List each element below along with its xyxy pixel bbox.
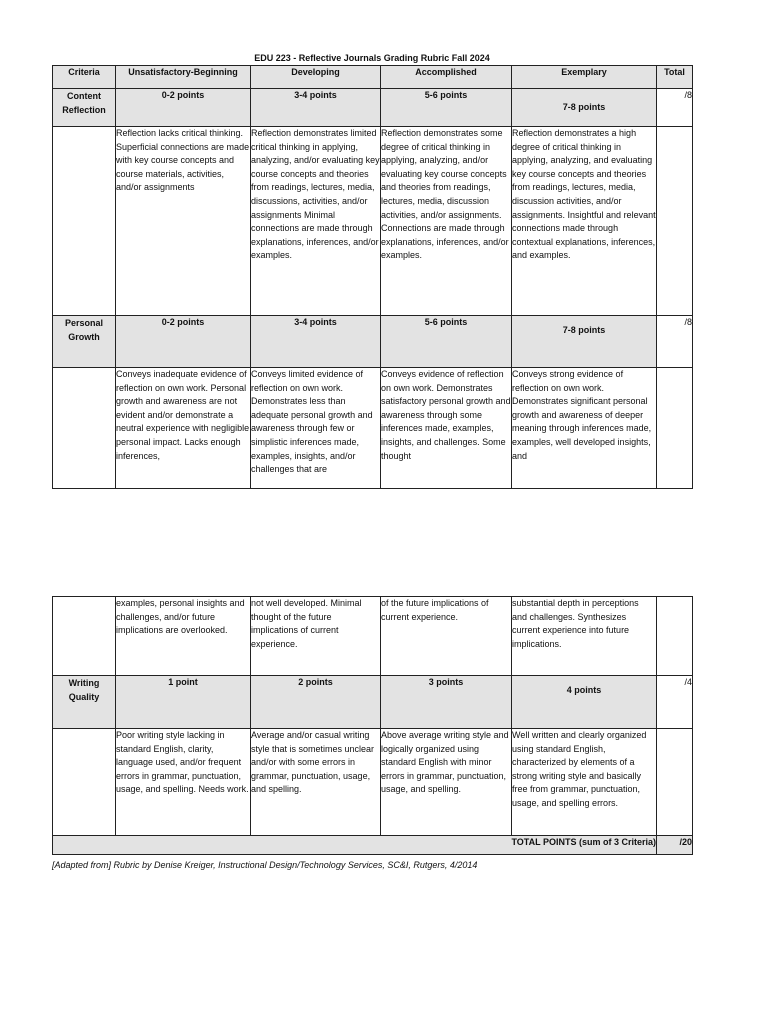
document-title: EDU 223 - Reflective Journals Grading Rubric Fall 2024 [254, 53, 490, 63]
empty-cell [53, 368, 116, 489]
points-cell: 5-6 points [381, 316, 512, 368]
empty-cell [657, 729, 693, 836]
description-cell: not well developed. Minimal thought of the future implications of current experience. [251, 597, 381, 676]
points-cell: 3 points [381, 676, 512, 729]
description-cell: Reflection demonstrates a high degree of critical thinking in applying, analyzing, and evaluating key course concepts and theories from readings, lectures, media, discussion activities, and/or assignments. Insightful and relevant connections made through contextual explanations, inferences, and examples. [512, 127, 657, 316]
empty-cell [53, 127, 116, 316]
rubric-table-page-2 [52, 596, 693, 855]
description-cell: Conveys strong evidence of reflection on own work. Demonstrates significant personal growth and awareness of deeper meaning through inferences made, examples, well developed insights, and [512, 368, 657, 489]
description-cell: Conveys evidence of reflection on own work. Demonstrates satisfactory personal growth and awareness through some inferences made, examples, insights, and challenges. Some thought [381, 368, 512, 489]
description-cell: Reflection demonstrates some degree of critical thinking in applying, analyzing, and/or evaluating key course concepts and theories from readings, lectures, media, discussion activities, and/or assignments. Connections are made through explanations, inferences, and/or examples. [381, 127, 512, 316]
total-points-value: /20 [657, 836, 693, 855]
points-cell: 7-8 points [512, 89, 657, 127]
description-cell: Poor writing style lacking in standard English, clarity, language used, and/or frequent errors in grammar, punctuation, usage, and spelling. Needs work. [116, 729, 251, 836]
content-reflection-description-row [53, 127, 693, 316]
criterion-content-reflection: Content Reflection [53, 89, 116, 127]
points-cell: 4 points [512, 676, 657, 729]
description-cell: Average and/or casual writing style that is sometimes unclear and/or with some errors in grammar, punctuation, usage, and spelling. [251, 729, 381, 836]
description-cell: Well written and clearly organized using standard English, characterized by elements of a strong writing style and basically free from grammar, punctuation, usage, and spelling errors. [512, 729, 657, 836]
criterion-writing-quality: Writing Quality [53, 676, 116, 729]
description-cell: of the future implications of current experience. [381, 597, 512, 676]
header-developing: Developing [251, 66, 381, 89]
points-cell: 3-4 points [251, 89, 381, 127]
empty-cell [657, 368, 693, 489]
description-cell: Conveys inadequate evidence of reflection on own work. Personal growth and awareness are not evident and/or demonstrate a neutral experience with negligible personal impact. Lacks enough inferences, [116, 368, 251, 489]
criterion-personal-growth: Personal Growth [53, 316, 116, 368]
max-score: /8 [657, 89, 693, 127]
total-points-label: TOTAL POINTS (sum of 3 Criteria) [53, 836, 657, 855]
header-accomplished: Accomplished [381, 66, 512, 89]
header-total: Total [657, 66, 693, 89]
description-cell: Reflection demonstrates limited critical thinking in applying, analyzing, and/or evaluating key course concepts and theories from readings, lectures, media, discussions, activities, and/or assignments Minimal connections are made through explanations, inferences, and/or examples. [251, 127, 381, 316]
personal-growth-description-row [53, 368, 693, 489]
description-cell: Reflection lacks critical thinking. Superficial connections are made with key course concepts and course materials, activities, and/or assignments [116, 127, 251, 316]
points-cell: 0-2 points [116, 316, 251, 368]
max-score: /8 [657, 316, 693, 368]
points-cell: 2 points [251, 676, 381, 729]
points-cell: 1 point [116, 676, 251, 729]
personal-growth-continued-row [53, 597, 693, 676]
header-exemplary: Exemplary [512, 66, 657, 89]
max-score: /4 [657, 676, 693, 729]
writing-quality-description-row [53, 729, 693, 836]
points-cell: 0-2 points [116, 89, 251, 127]
description-cell: Above average writing style and logically organized using standard English with minor errors in grammar, punctuation, usage, and spelling. [381, 729, 512, 836]
description-cell: Conveys limited evidence of reflection on own work. Demonstrates less than adequate personal growth and awareness through few or simplistic inferences made, examples, insights, and/or challenges that are [251, 368, 381, 489]
rubric-table-page-1 [52, 65, 693, 489]
points-cell: 7-8 points [512, 316, 657, 368]
points-cell: 5-6 points [381, 89, 512, 127]
header-unsatisfactory: Unsatisfactory-Beginning [116, 66, 251, 89]
writing-quality-points-row [53, 676, 693, 729]
description-cell: substantial depth in perceptions and challenges. Synthesizes current experience into future implications. [512, 597, 657, 676]
header-row [53, 66, 693, 89]
empty-cell [53, 597, 116, 676]
points-cell: 3-4 points [251, 316, 381, 368]
header-criteria: Criteria [53, 66, 116, 89]
empty-cell [657, 127, 693, 316]
source-attribution: [Adapted from] Rubric by Denise Kreiger, Instructional Design/Technology Services, SC&I, Rutgers, 4/2014 [52, 860, 478, 870]
empty-cell [53, 729, 116, 836]
personal-growth-points-row [53, 316, 693, 368]
total-points-row [53, 836, 693, 855]
empty-cell [657, 597, 693, 676]
content-reflection-points-row [53, 89, 693, 127]
description-cell: examples, personal insights and challenges, and/or future implications are overlooked. [116, 597, 251, 676]
